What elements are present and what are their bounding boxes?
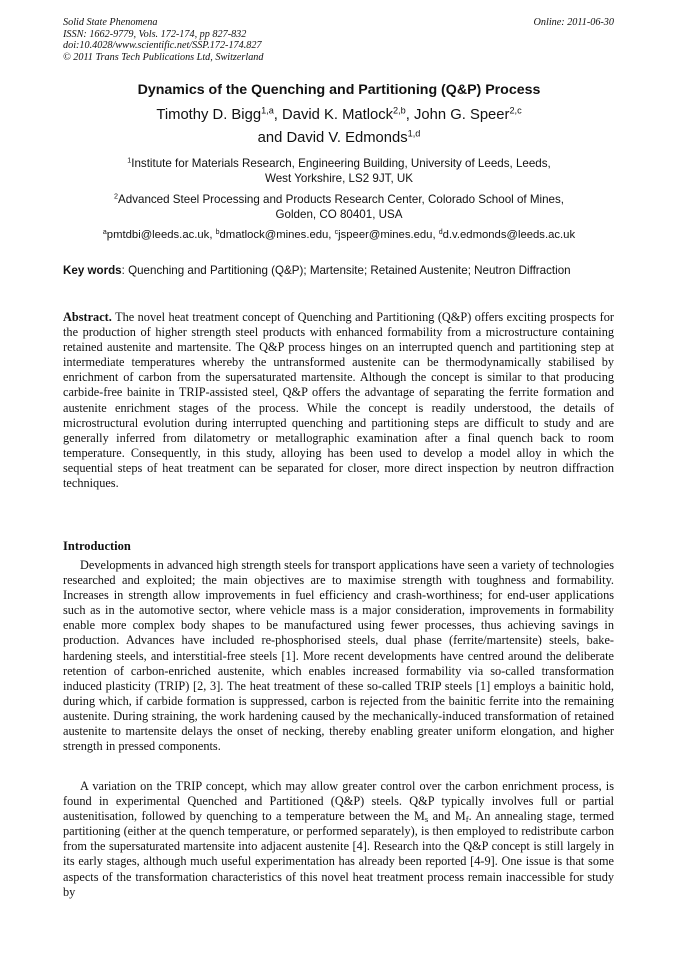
keywords-text: : Quenching and Partitioning (Q&P); Martensite; Retained Austenite; Neutron Diffraction (121, 264, 571, 277)
author-marker: 2,c (509, 105, 522, 116)
affiliation-marker: 1 (127, 155, 132, 165)
abstract-text: The novel heat treatment concept of Quenching and Partitioning (Q&P) offers exciting prospects for the production of higher strength steel products with enhanced formability from a microstructure containing retained austenite and martensite. The Q&P process hinges on an interrupted quench and partitioning step at intermediate temperatures whereby the untransformed austenite can be thermodynamically stabilised by enrichment of carbon from the supersaturated martensite. Although the concept is similar to that producing carbide-free bainite in TRIP-assisted steel, Q&P offers the advantage of separating the ferrite formation and austenite enrichment stages of the process. While the concept is readily understood, the details of microstructural evolution during interrupted quenching and partitioning steps are difficult to study and are generally inferred from dilatometry or metallographic examination after a final quench back to room temperature. Consequently, in this study, alloying has been used to develop a model alloy in which the sequential steps of heat treatment can be separated for closer, more direct inspection by neutron diffraction techniques. (63, 310, 614, 491)
author-marker: 2,b (393, 105, 406, 116)
email-marker: c (334, 228, 339, 236)
affiliation-marker: 2 (114, 191, 119, 201)
paragraph-text: . An annealing stage, termed partitioning (either at the quench temperature, or performed separately), is then employed to redistribute carbon from the supersaturated martensite into adjacent austenite [4]. Research into the Q&P concept is still largely in its early stages, although much useful experimentation has already been reported [4-9]. One issue is that some aspects of the transformation characteristics of this novel heat treatment process remain inaccessible for study by (63, 809, 614, 899)
copyright-line: © 2011 Trans Tech Publications Ltd, Switzerland (63, 51, 264, 63)
author-name: Timothy D. Bigg (156, 107, 262, 123)
email-marker: b (215, 228, 220, 236)
author-emails (40, 229, 638, 241)
email-marker: a (102, 228, 107, 236)
subscript: s (424, 814, 429, 825)
author-marker: 1,d (407, 128, 421, 139)
intro-paragraph-1: Developments in advanced high strength steels for transport applications have seen a variety of technologies researched and exploited; the main objectives are to maximise strength with toughness and formability. Increases in strength allow improvements in fuel efficiency and crash-worthiness; for end-user applications such as in the automotive sector, where vehicle mass is a major consideration, improvements in formability enable more complex body shapes to be manufactured using fewer processes, thus achieving savings in production. Advances have included re-phosphorised steels, dual phase (ferrite/martensite) steels, bake-hardening steels, and interstitial-free steels [1]. More recent developments have centred around the deliberate retention of carbon-enriched austenite, which enables increased formability via so-called transformation induced plasticity (TRIP) [2, 3]. The heat treatment of these so-called TRIP steels [1] employs a bainitic hold, during which, if carbide formation is suppressed, carbon is rejected from the bainitic ferrite into the remaining austenite. During straining, the work hardening caused by the mechanically-induced transformation of retained austenite to martensite delays the onset of necking, thereby enabling greater uniform elongation, and higher strength in pressed components. (63, 558, 614, 754)
affiliation-1 (60, 156, 618, 186)
email-link[interactable]: dmatlock@mines.edu, (219, 229, 335, 241)
author-separator: , (405, 107, 415, 123)
doi-line: doi:10.4028/www.scientific.net/SSP.172-174.827 (63, 40, 262, 52)
abstract-label: Abstract. (63, 310, 112, 324)
keywords (63, 263, 614, 278)
author-line-1 (40, 104, 638, 127)
abstract (63, 310, 614, 491)
affiliation-text: Institute for Materials Research, Engineering Building, University of Leeds, Leeds, (131, 157, 551, 170)
affiliation-text: Golden, CO 80401, USA (275, 208, 403, 221)
subscript: f (465, 814, 469, 825)
intro-paragraph-2 (63, 779, 614, 900)
paper-title: Dynamics of the Quenching and Partitioning (Q&P) Process (137, 82, 541, 98)
email-marker: d (438, 228, 443, 236)
email-link[interactable]: d.v.edmonds@leeds.ac.uk (442, 229, 576, 241)
author-name: John G. Speer (414, 107, 510, 123)
affiliation-text: Advanced Steel Processing and Products Research Center, Colorado School of Mines, (118, 193, 564, 206)
journal-name: Solid State Phenomena (63, 17, 158, 28)
author-list (40, 104, 638, 150)
journal-header (63, 17, 263, 63)
affiliation-2 (60, 192, 618, 222)
author-marker: 1,a (261, 105, 274, 116)
section-heading-introduction: Introduction (63, 539, 131, 553)
keywords-label: Key words (63, 264, 122, 277)
issn-line: ISSN: 1662-9779, Vols. 172-174, pp 827-832 (63, 28, 247, 40)
author-name: David V. Edmonds (286, 130, 408, 146)
author-conjunction: and (257, 130, 287, 146)
author-line-2 (40, 127, 638, 150)
author-name: David K. Matlock (282, 107, 394, 123)
email-link[interactable]: jspeer@mines.edu, (338, 229, 439, 241)
email-link[interactable]: pmtdbi@leeds.ac.uk, (106, 229, 216, 241)
affiliation-text: West Yorkshire, LS2 9JT, UK (265, 172, 413, 185)
paragraph-text: and M (428, 809, 466, 824)
online-date: Online: 2011-06-30 (533, 17, 614, 28)
author-separator: , (273, 107, 283, 123)
paragraph-text: A variation on the TRIP concept, which may allow greater control over the carbon enrichment process, is found in experimental Quenched and Partitioned (Q&P) steels. Q&P typically involves full or partial austenitisation, followed by quenching to a temperature between the M (63, 779, 614, 824)
